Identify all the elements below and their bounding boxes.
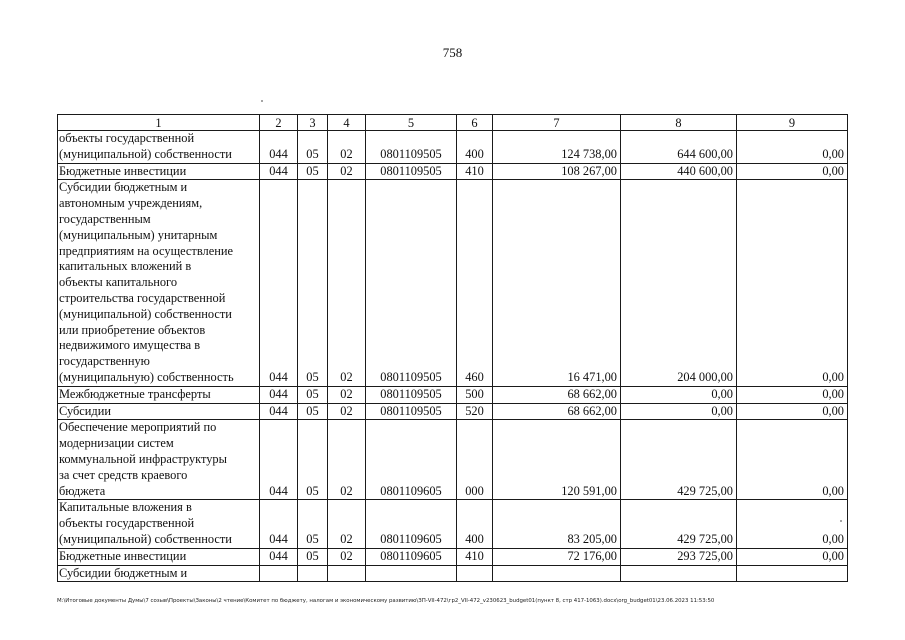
target-article-cell: 0801109605 (366, 420, 457, 500)
header-cell: 5 (366, 115, 457, 131)
amount-col8-cell: 644 600,00 (621, 131, 737, 164)
budget-table (57, 114, 848, 582)
admin-code-cell: 044 (260, 386, 298, 403)
admin-code-cell (260, 565, 298, 582)
header-cell: 6 (457, 115, 493, 131)
header-cell: 2 (260, 115, 298, 131)
table-row (58, 163, 848, 180)
amount-col7-cell: 72 176,00 (493, 548, 621, 565)
target-article-cell: 0801109505 (366, 403, 457, 420)
description-line: Субсидии бюджетным и (59, 180, 188, 195)
description-line: (муниципальной) собственности (59, 146, 232, 161)
amount-col7-cell: 120 591,00 (493, 420, 621, 500)
description-line: Субсидии (59, 403, 111, 418)
section-cell: 05 (298, 420, 328, 500)
amount-col7-cell: 108 267,00 (493, 163, 621, 180)
section-cell: 05 (298, 403, 328, 420)
expense-type-cell: 460 (457, 180, 493, 386)
amount-col8-cell: 0,00 (621, 403, 737, 420)
table-row (58, 500, 848, 548)
table-header-row (58, 115, 848, 131)
description-line: объекты государственной (59, 516, 195, 531)
admin-code-cell: 044 (260, 500, 298, 548)
subsection-cell: 02 (328, 163, 366, 180)
section-cell: 05 (298, 500, 328, 548)
description-line: строительства государственной (59, 290, 226, 305)
amount-col9-cell: 0,00 (737, 386, 848, 403)
table-row (58, 386, 848, 403)
amount-col7-cell: 124 738,00 (493, 131, 621, 164)
description-line: за счет средств краевого (59, 467, 188, 482)
header-cell: 4 (328, 115, 366, 131)
description-line: Межбюджетные трансферты (59, 386, 211, 401)
row-description-cell (58, 420, 260, 500)
table-row (58, 131, 848, 164)
target-article-cell: 0801109605 (366, 500, 457, 548)
row-description-cell (58, 565, 260, 582)
amount-col8-cell: 204 000,00 (621, 180, 737, 386)
target-article-cell: 0801109505 (366, 386, 457, 403)
target-article-cell (366, 565, 457, 582)
description-line: (муниципальным) унитарным (59, 227, 218, 242)
header-cell: 8 (621, 115, 737, 131)
table-row (58, 403, 848, 420)
description-line: объекты капитального (59, 275, 178, 290)
header-cell: 1 (58, 115, 260, 131)
target-article-cell: 0801109505 (366, 131, 457, 164)
amount-col7-cell (493, 565, 621, 582)
expense-type-cell: 000 (457, 420, 493, 500)
admin-code-cell: 044 (260, 420, 298, 500)
amount-col7-cell: 16 471,00 (493, 180, 621, 386)
subsection-cell (328, 565, 366, 582)
table-row (58, 420, 848, 500)
description-line: государственным (59, 211, 151, 226)
footer-file-path: M:\Итоговые документы Думы\7 созыв\Проекты\Законы\2 чтение\Комитет по бюджету, налогам и экономическому развитию\ЗП-VII-472\гр2_VII-472_v230623_budget01(пункт 8, стр 417-1063).docx\org_budget01\23.06.2023 11:53:50 (57, 598, 715, 604)
section-cell: 05 (298, 386, 328, 403)
section-cell (298, 565, 328, 582)
expense-type-cell: 400 (457, 500, 493, 548)
amount-col9-cell: 0,00 (737, 420, 848, 500)
row-description-cell (58, 548, 260, 565)
header-cell: 7 (493, 115, 621, 131)
description-line: коммунальной инфраструктуры (59, 451, 227, 466)
target-article-cell: 0801109505 (366, 163, 457, 180)
header-cell: 9 (737, 115, 848, 131)
description-line: Бюджетные инвестиции (59, 548, 187, 563)
amount-col9-cell (737, 565, 848, 582)
amount-col9-cell: 0,00 (737, 131, 848, 164)
subsection-cell: 02 (328, 131, 366, 164)
amount-col8-cell: 0,00 (621, 386, 737, 403)
section-cell: 05 (298, 180, 328, 386)
expense-type-cell (457, 565, 493, 582)
amount-col8-cell (621, 565, 737, 582)
table-row (58, 565, 848, 582)
amount-col8-cell: 429 725,00 (621, 420, 737, 500)
expense-type-cell: 410 (457, 163, 493, 180)
amount-col9-cell: 0,00 (737, 180, 848, 386)
amount-col7-cell: 83 205,00 (493, 500, 621, 548)
row-description-cell (58, 131, 260, 164)
row-description-cell (58, 180, 260, 386)
description-line: автономным учреждениям, (59, 196, 203, 211)
admin-code-cell: 044 (260, 548, 298, 565)
scan-speck (261, 100, 263, 102)
description-line: Обеспечение мероприятий по (59, 420, 217, 435)
subsection-cell: 02 (328, 386, 366, 403)
row-description-cell (58, 500, 260, 548)
amount-col9-cell: 0,00 (737, 500, 848, 548)
description-line: бюджета (59, 483, 106, 498)
description-line: (муниципальную) собственность (59, 369, 234, 384)
table-row (58, 548, 848, 565)
expense-type-cell: 520 (457, 403, 493, 420)
row-description-cell (58, 403, 260, 420)
section-cell: 05 (298, 131, 328, 164)
admin-code-cell: 044 (260, 163, 298, 180)
description-line: государственную (59, 354, 150, 369)
scan-speck (840, 520, 842, 522)
description-line: Капитальные вложения в (59, 500, 192, 515)
section-cell: 05 (298, 548, 328, 565)
description-line: модернизации систем (59, 436, 174, 451)
subsection-cell: 02 (328, 180, 366, 386)
table-row (58, 180, 848, 386)
amount-col9-cell: 0,00 (737, 548, 848, 565)
description-line: капитальных вложений в (59, 259, 192, 274)
expense-type-cell: 500 (457, 386, 493, 403)
description-line: или приобретение объектов (59, 322, 206, 337)
target-article-cell: 0801109505 (366, 180, 457, 386)
description-line: Бюджетные инвестиции (59, 163, 187, 178)
amount-col8-cell: 429 725,00 (621, 500, 737, 548)
description-line: (муниципальной) собственности (59, 531, 232, 546)
target-article-cell: 0801109605 (366, 548, 457, 565)
admin-code-cell: 044 (260, 403, 298, 420)
description-line: предприятиям на осуществление (59, 243, 233, 258)
description-line: (муниципальной) собственности (59, 306, 232, 321)
expense-type-cell: 400 (457, 131, 493, 164)
header-cell: 3 (298, 115, 328, 131)
page-number: 758 (442, 45, 463, 60)
amount-col7-cell: 68 662,00 (493, 403, 621, 420)
amount-col8-cell: 440 600,00 (621, 163, 737, 180)
description-line: объекты государственной (59, 131, 195, 145)
admin-code-cell: 044 (260, 180, 298, 386)
description-line: недвижимого имущества в (59, 338, 201, 353)
amount-col8-cell: 293 725,00 (621, 548, 737, 565)
section-cell: 05 (298, 163, 328, 180)
row-description-cell (58, 163, 260, 180)
description-line: Субсидии бюджетным и (59, 565, 188, 580)
admin-code-cell: 044 (260, 131, 298, 164)
subsection-cell: 02 (328, 420, 366, 500)
amount-col9-cell: 0,00 (737, 163, 848, 180)
amount-col7-cell: 68 662,00 (493, 386, 621, 403)
row-description-cell (58, 386, 260, 403)
subsection-cell: 02 (328, 548, 366, 565)
amount-col9-cell: 0,00 (737, 403, 848, 420)
subsection-cell: 02 (328, 403, 366, 420)
subsection-cell: 02 (328, 500, 366, 548)
expense-type-cell: 410 (457, 548, 493, 565)
